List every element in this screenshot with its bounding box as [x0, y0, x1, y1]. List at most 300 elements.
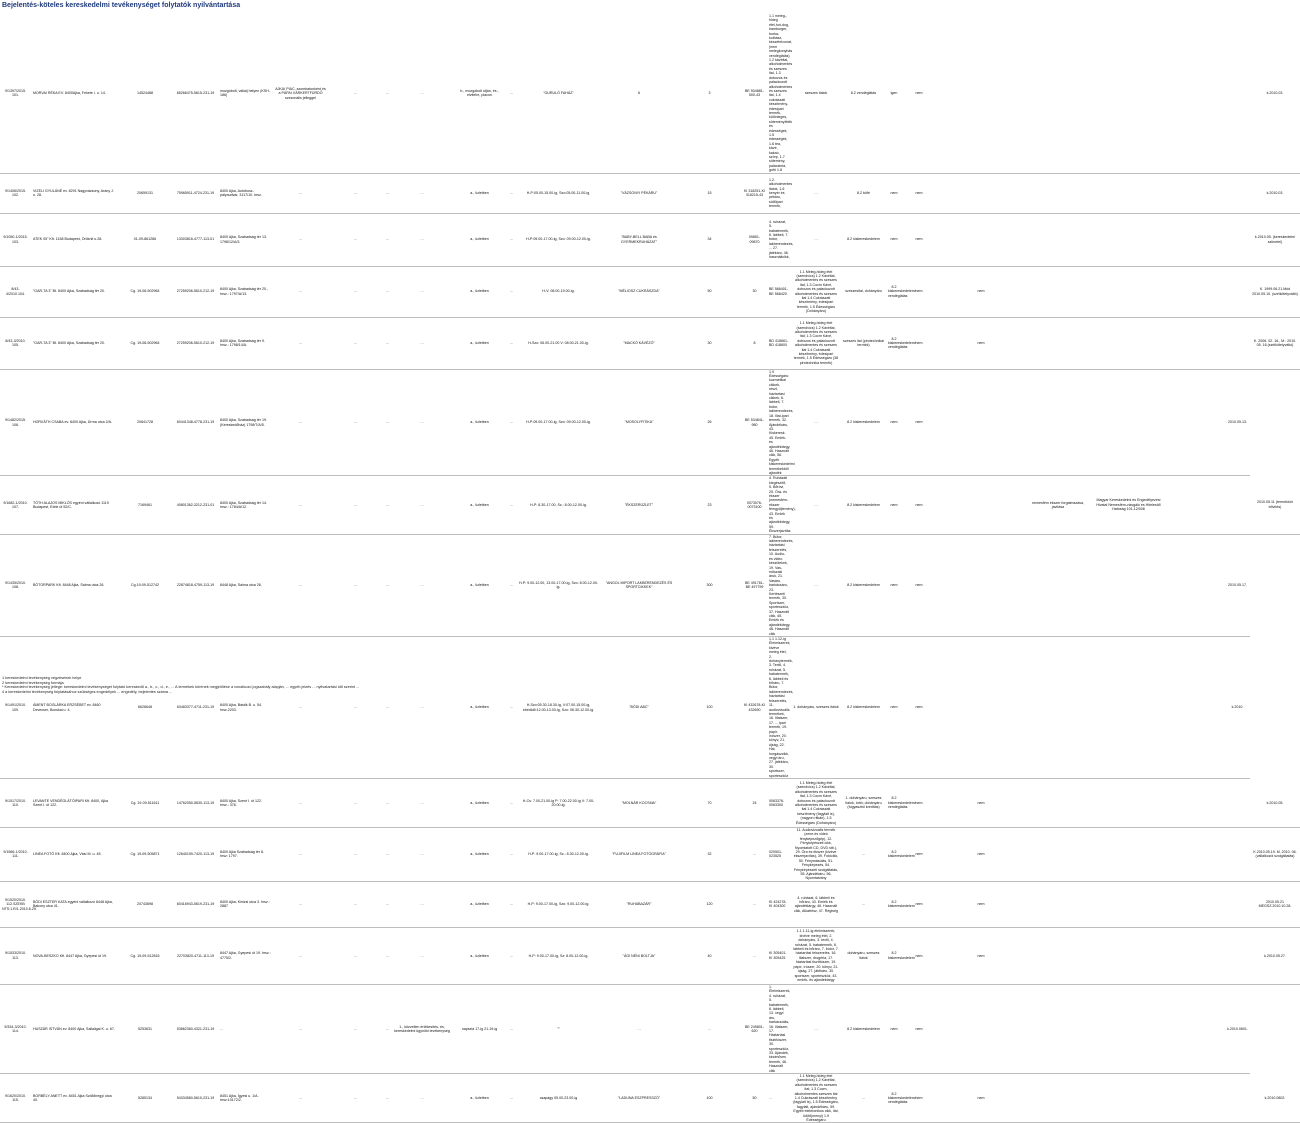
table-cell: …: [392, 14, 452, 173]
table-cell: …: [601, 984, 677, 1073]
table-cell: [1198, 881, 1225, 927]
table-cell: …: [328, 173, 383, 213]
table-row: [0, 927, 1300, 984]
table-cell: …: [328, 984, 383, 1073]
table-cell: NOVA-BESZKO Kft. 8447 Ajka, Gyepesi út 19.: [31, 927, 117, 984]
table-cell: …: [273, 1074, 328, 1123]
table-cell: 8/43-4/2010.104.: [0, 266, 31, 317]
table-cell: [936, 213, 1026, 266]
table-cell: 14762050-5630-113-19: [173, 779, 218, 828]
table-cell: …: [392, 266, 452, 317]
table-cell: nem: [936, 927, 1026, 984]
table-cell: [1090, 369, 1167, 476]
table-cell: …: [273, 828, 328, 882]
table-cell: 7. Bútor, lakberendezés, háztartási felszerelés, 10. Audio- és video készülékek, 19. Vas-műszaki áruk, 21. Vasáru, barkácsáru, 23. Kertészeti termék, 30. Sportszer, sporteszköz, 37. Használt cikk, 45. Emlék és ajándéktárgy, 46. Használt cikk: [769, 534, 794, 636]
table-cell: 1.1 Meleg-hideg étel (szendvics) 1.2 Kávéital, alkoholmentes és szeszes ital; 1.3 Cocm Kávé, dobozos és palackozott alkoholmentes és szeszes ital 1.4 Cukrászati készítmény (fagylalt is), (nagyon ritkán), 1.5 Édességáru (Dohányáru): [791, 779, 841, 828]
table-cell: [1225, 881, 1250, 927]
table-cell: 8/43-3/2010. 105.: [0, 317, 31, 369]
table-cell: 53862360-4321-231-19: [173, 984, 218, 1073]
table-cell: 14524488: [117, 14, 173, 173]
table-cell: mozgóbolt, vállalj helyen (KSH-186): [218, 14, 273, 173]
table-cell: …: [328, 534, 383, 636]
table-cell: [1090, 213, 1167, 266]
table-cell: …: [742, 927, 767, 984]
table-cell: 20743698: [117, 881, 173, 927]
table-row: [0, 637, 1300, 779]
table-cell: "MOLNÁR KOCSMA": [601, 779, 677, 828]
table-cell: H-Szo:05.30-18.30-ig, V:07.00-15.00-ig, ebédidő:12.00-13.00-ig, Szo: 06.30-12.00-ig.: [516, 637, 601, 779]
table-cell: nem: [902, 779, 936, 828]
table-cell: H-P: 9.00-17.00-ig, Sz: 8.00-12.00-ig.: [516, 927, 601, 984]
table-cell: nem: [902, 14, 936, 173]
table-cell: …: [392, 476, 452, 534]
table-cell: k.2010.03.: [1250, 173, 1300, 213]
table-cell: BE 504881-500-43: [742, 14, 767, 173]
table-cell: [1167, 881, 1198, 927]
table-cell: [1167, 173, 1198, 213]
table-cell: 7169461: [117, 476, 173, 534]
table-cell: 020501-023525: [767, 828, 791, 882]
registry-table: [0, 14, 1300, 1123]
table-cell: 8448 Ajka, Salma utca 26.: [218, 534, 273, 636]
table-cell: "GAR-TA 3" Bt. 8400 Ajka, Szabadság tér 20.: [31, 317, 117, 369]
table-cell: BORBÉLY ANETT ev. 8451 Ajka Szöllőnegyi utca 40.: [31, 1074, 117, 1123]
table-cell: …: [328, 476, 383, 534]
table-cell: 8451 Ajka, Ígyesi u. 1/A. hrsz:10172/2.: [218, 1074, 273, 1123]
table-cell: nem: [886, 534, 902, 636]
table-cell: [1090, 1074, 1167, 1123]
table-cell: nem: [886, 213, 902, 266]
table-cell: "MACKÓ KÁVÉZÓ": [601, 317, 677, 369]
table-cell: nem: [902, 173, 936, 213]
table-cell: a., üzletben: [452, 779, 507, 828]
table-cell: nem: [936, 1074, 1026, 1123]
table-cell: nem: [936, 828, 1026, 882]
table-cell: nem: [936, 266, 1026, 317]
table-cell: "RUHABAZÁR": [601, 881, 677, 927]
table-cell: [1026, 369, 1090, 476]
table-cell: …: [507, 1074, 516, 1123]
table-cell: "ANGOL IMPORT LAKBERENDEZÉS ÉS SPORTCIKKEK": [601, 534, 677, 636]
table-cell: MORVAI RÉKA EV. 8400Ajka, Fekete I. u. 14.: [31, 14, 117, 173]
table-cell: 9/1482/2015. 106.: [0, 369, 31, 476]
table-cell: …: [392, 927, 452, 984]
table-cell: k.2010.0802.: [1250, 1074, 1300, 1123]
table-cell: …: [791, 534, 841, 636]
table-cell: a., üzletben: [452, 213, 507, 266]
table-cell: 8: [742, 317, 767, 369]
table-cell: [1090, 984, 1167, 1073]
table-cell: …: [507, 927, 516, 984]
table-cell: …: [507, 779, 516, 828]
table-cell: szeszesital, dohányáru: [841, 266, 886, 317]
table-cell: szeszes ital (pirotechnikai termék): [841, 317, 886, 369]
table-row: [0, 1074, 1300, 1123]
table-cell: [1225, 14, 1250, 173]
table-cell: KI 318251-KI 318215-43: [742, 173, 767, 213]
table-cell: [1090, 14, 1167, 173]
table-cell: 22703820-4711-113-19: [173, 927, 218, 984]
table-cell: 1.2. alkoholmentes italok, 1.6 kenyér és pékáru, sütőipari termék,: [767, 173, 791, 213]
table-cell: 0063376-0063300: [767, 779, 791, 828]
table-cell: HORVÁTH CSABA ev. 8400 Ajka, Úrrna utca 2/A.: [31, 369, 117, 476]
table-cell: 9/1682-1/2010. 107.: [0, 476, 31, 534]
table-cell: …: [507, 476, 516, 534]
table-cell: k.2010.05.: [1250, 779, 1300, 828]
table-cell: 300: [677, 534, 742, 636]
table-cell: …: [273, 637, 328, 779]
table-cell: H-P: 9.00-17.00-ig, Sz.: 8.30-12.00-ig.: [516, 828, 601, 882]
table-cell: [1225, 476, 1250, 534]
table-cell: 8400 Ajka, Bástik B. u. 54. hrsz.2203.: [218, 637, 273, 779]
table-cell: [1198, 213, 1225, 266]
table-cell: [1225, 173, 1250, 213]
table-cell: k.2010.05.27.: [1250, 927, 1300, 984]
table-cell: 8400 Ajka Szabadság tér 8. hrsz: 1797.: [218, 828, 273, 882]
table-cell: 60441348-4778-231-19: [173, 369, 218, 476]
footnote: * Kereskedelmi tevékenység jellege: kereskedelmi tevékenységet folytató kereskedő a., b., c., d., e., ... A termékek körének megjelölése a vonatkozó jogszabály alapján, ... egyéb jelzés ... nyitvatartási idő szerint ...: [2, 685, 360, 689]
table-row: [0, 14, 1300, 173]
table-cell: H-P:09.00-17.00-ig, Szo: 09.00-12.00-ig.: [516, 213, 601, 266]
table-cell: nem: [886, 984, 902, 1073]
table-cell: 6: [601, 14, 677, 173]
table-cell: napszia 17-ig 21-19-ig: [452, 984, 507, 1073]
table-cell: [1225, 317, 1250, 369]
table-cell: [1090, 173, 1167, 213]
table-cell: Cg. 19-09-505871: [117, 828, 173, 882]
table-cell: nem: [886, 173, 902, 213]
table-cell: [1026, 828, 1090, 882]
table-cell: 1.9 Édességáru: kozmetikai cikkek, részt, háztartási cikkek, 6. lábbeli, 7. bútor, lakberendezés, 18. Illat-ipari termék, 32. Ajándékáru, 43. Kiskeresk. 45. Emlék-és ajándéktárgy, 46. Használt cikk, 56. Egyéb kiskereskedelmi termékekből ajándék: [769, 369, 795, 475]
table-cell: H-V: 08.00-19.00-ig.: [516, 266, 601, 317]
table-cell: …: [791, 476, 841, 534]
table-cell: …: [273, 984, 328, 1073]
table-cell: 11. Audiovizuális termék (zene-és videó fényképezőgép), 12. Fényképészeti cikk, Nyomtatott CD, DVD stb.), 29. Óra és ékszer (kivéve ékszerjavítás), 39. Fotócikk, 50. Fénymásolás, 51. Fényképezés, 54. Fényképészeti szolgáltatás, 55. Ajándékáru, 56. Nyomtatvány: [791, 828, 841, 882]
table-cell: a., üzletben: [452, 369, 507, 476]
table-cell: [1167, 476, 1198, 534]
table-row: [0, 534, 1300, 636]
table-cell: 15: [677, 173, 742, 213]
table-cell: …: [392, 173, 452, 213]
table-cell: k.2010.03.: [1250, 14, 1300, 173]
table-cell: 9/1050-1/2015. 103.: [0, 213, 31, 266]
table-cell: [936, 14, 1026, 173]
table-cell: Cg. 19-06-502964: [117, 317, 173, 369]
table-cell: [1090, 779, 1167, 828]
table-cell: "MOSOLYFITIKA": [601, 369, 677, 476]
table-cell: …: [507, 534, 516, 636]
table-cell: 26: [677, 369, 742, 476]
table-cell: 1., közvetlen értékesítés, és, kereskedelmi ügynöki tevékenység: [392, 984, 452, 1073]
table-cell: …: [273, 927, 328, 984]
table-cell: [1198, 173, 1225, 213]
table-cell: nem: [902, 266, 936, 317]
table-cell: 1.1 Meleg-hideg étel (szendvics) 1.2 Kávéital, alkoholmentes és szeszes ital; 1.3 Cocm, alkoholmentes szeszes ital 1.4 Cukrászati készítmény (fagylalt is), 1.5 Édességáru, fagylalt, ajándékáru, 59. Egyéb elektronikus cikk, ital, üdítő(menyi) 1.9 Édességáru: [791, 1074, 841, 1123]
table-cell: nem: [902, 828, 936, 882]
table-cell: [1167, 213, 1198, 266]
table-cell: 4. Ruházati kiegészítő, 5. Bőrövi, 25. Óra- és ékszer (nemesfém-ékszer fémgyűjtemény), 43. Emlék és ajándéktárgy, 59. Ékszerjavítás: [769, 476, 796, 534]
table-cell: KI 424278-KI 404300: [767, 881, 791, 927]
table-cell: 27259206-5610-212-19: [173, 317, 218, 369]
table-cell: a., üzletben: [452, 476, 507, 534]
table-cell: …: [791, 173, 841, 213]
table-cell: [1026, 14, 1090, 173]
table-cell: 2010.05.21 MEGSZ.2010.10.28.: [1250, 881, 1300, 927]
table-cell: 120: [677, 881, 742, 927]
page-title: Bejelentés-köteles kereskedelmi tevékenységet folytatók nyilvántartása: [2, 2, 241, 9]
table-cell: 30: [742, 266, 767, 317]
table-cell: …: [507, 881, 516, 927]
table-cell: [1167, 1074, 1198, 1123]
table-cell: 9/1520/2010. 112.SZEKB NTS:1.R/1.2010.6.29.: [0, 881, 31, 927]
table-cell: …: [841, 1074, 886, 1123]
table-cell: 8.2 kiskereskedelem: [886, 927, 902, 984]
table-cell: 9/1517/2010. 110.: [0, 779, 31, 828]
table-cell: nem: [936, 881, 1026, 927]
table-cell: 20659131: [117, 173, 173, 213]
table-cell: a., üzletben: [452, 637, 507, 779]
table-cell: K.2010.05.19. M. 2010. 06. (vállalkozói szolgáltatás): [1250, 828, 1300, 882]
table-cell: 8.2 kiskereskedelem: [841, 637, 886, 779]
table-cell: …: [392, 213, 452, 266]
table-cell: nem: [902, 881, 936, 927]
table-cell: 8400 Ajka, Szabadság tér 19. (Kereskedőház) 1798/7/A/5.: [218, 369, 273, 476]
table-cell: [1090, 534, 1167, 636]
table-cell: nem: [936, 779, 1026, 828]
table-cell: …: [677, 984, 742, 1073]
table-row: [0, 317, 1300, 369]
table-cell: [1026, 637, 1090, 779]
table-cell: a., üzletben: [452, 534, 507, 636]
table-cell: H-P: 8.30-17.00, Sz.: 8.00-12.00-ig.: [516, 476, 601, 534]
table-cell: "ÉKSZERÜZLET": [601, 476, 677, 534]
table-row: [0, 476, 1300, 534]
table-cell: BÓDI ESZTER KATA egyéni vállalkozó 8448 Ajka, Bakony utca 41.: [31, 881, 117, 927]
table-cell: 34: [677, 213, 742, 266]
table-cell: "ÁGI NÉNI BOLTJA": [601, 927, 677, 984]
table-cell: 65266475-5615-231-19: [173, 14, 218, 173]
table-cell: 8.2 vendéglátás: [841, 14, 886, 173]
table-cell: nem: [902, 984, 936, 1073]
table-cell: 70: [677, 779, 742, 828]
table-cell: 75965911-4724-231-19: [173, 173, 218, 213]
table-cell: TÓTH ALAJOS MIKLÓS egyéni vállalkozó 1119 Budapest, Etele út 52/C.: [31, 476, 117, 534]
table-cell: 20841728: [117, 369, 173, 476]
table-cell: …: [218, 984, 273, 1073]
table-cell: …: [742, 828, 767, 882]
table-cell: [1090, 637, 1167, 779]
table-cell: H-Cs: 7.00-21.00-ig P: 7.00-22.00-ig V: 7.00-20.00-ig.: [516, 779, 601, 828]
table-cell: …: [507, 14, 516, 173]
table-cell: 12640159-7420-113-19: [173, 828, 218, 882]
table-cell: …: [392, 369, 452, 476]
table-cell: "LADUNA ESZPRESSZÓ": [601, 1074, 677, 1123]
table-cell: KI 432678-KI 432690: [742, 637, 767, 779]
table-cell: …: [383, 881, 392, 927]
table-cell: 8.2 kiskereskedelem: [841, 213, 886, 266]
table-cell: …: [328, 927, 383, 984]
table-cell: …: [392, 1074, 452, 1123]
table-cell: "BABY-BELL BABA és GYERMEKRUHÁZAT": [601, 213, 677, 266]
footnote: 2 kereskedelmi tevékenység formája: [2, 680, 64, 685]
table-cell: [1167, 317, 1198, 369]
table-cell: …: [273, 476, 328, 534]
table-cell: 9/1566-1/2010. 111.: [0, 828, 31, 882]
table-cell: …: [383, 369, 392, 476]
table-cell: 22874818-4759-113-19: [173, 534, 218, 636]
table-cell: …: [767, 1074, 791, 1123]
table-cell: 30: [677, 317, 742, 369]
table-cell: [1198, 534, 1225, 636]
table-cell: 32: [677, 828, 742, 882]
table-cell: 100: [677, 1074, 742, 1123]
table-cell: [1026, 266, 1090, 317]
table-cell: 9/1491/2010. 109.: [0, 637, 31, 779]
table-cell: [1090, 927, 1167, 984]
table-cell: …: [383, 828, 392, 882]
table-cell: …: [273, 266, 328, 317]
table-row: [0, 828, 1300, 882]
table-cell: Magyar Kereskedelmi és Engedélyezési Hivatal Nemesfém-vizsgáló és Hitelesítő Hatóság 101-12/008: [1090, 476, 1167, 534]
table-cell: [1026, 534, 1090, 636]
table-cell: 0073076-0073100: [742, 476, 767, 534]
table-cell: "": [516, 984, 601, 1073]
table-cell: …: [273, 534, 328, 636]
table-cell: nem: [902, 369, 936, 476]
table-cell: 09851-09870: [742, 213, 767, 266]
table-cell: VIZELI GYULÁNÉ ev. 8291 Nagyvázsony, Arany J. u. 28.: [31, 173, 117, 213]
table-cell: [936, 476, 1026, 534]
table-cell: [936, 173, 1026, 213]
table-cell: 24: [742, 779, 767, 828]
table-cell: 9/1435/2010. 108.: [0, 534, 31, 636]
table-cell: 9/334-3/2010. 114.: [0, 984, 31, 1073]
table-cell: [1167, 637, 1198, 779]
table-cell: BE 534841-980: [742, 369, 767, 476]
table-cell: Cg.19-09-512742: [117, 534, 173, 636]
table-cell: …: [507, 317, 516, 369]
table-cell: 3: [677, 14, 742, 173]
footnotes: [2, 676, 957, 694]
table-cell: …: [392, 881, 452, 927]
table-cell: 40: [677, 927, 742, 984]
footnote: 4 a kereskedelmi tevékenység folytatásához szükséges engedélyek ... engedély, bejelentés száma ...: [2, 689, 173, 694]
table-cell: nem: [886, 369, 902, 476]
table-cell: 63483377-4711-231-19: [173, 637, 218, 779]
table-cell: a., üzletben: [452, 881, 507, 927]
table-cell: 2010.05.11 (termékkör bővítés): [1250, 476, 1300, 534]
table-cell: 50: [742, 1074, 767, 1123]
table-cell: …: [392, 828, 452, 882]
table-cell: [1225, 213, 1250, 266]
table-cell: [1026, 984, 1090, 1073]
table-cell: [936, 984, 1026, 1073]
table-cell: a., üzletben: [452, 1074, 507, 1123]
table-cell: [1198, 476, 1225, 534]
table-cell: 1.1 meleg-, hideg étel,hot-dog, hamburger, burka-kolbász, készételvonat, (nem melegkonyhás vendéglátás) 1.2 kávéital, alkoholmentes és szeszes ital, 1.3 dobozos és palackozott alkoholmentes és szeszes ital, 1.4 cukrászati készítmény-édesipari termék, különleges, süteményfélék és édességek, 1.5 édességek, 1.6 tea, kávé, kakaó, szörp, 1.7 sütemény, palacsinta, gofri 1.8: [769, 14, 793, 173]
table-cell: …: [507, 213, 516, 266]
table-cell: …: [791, 213, 841, 266]
table-cell: 8.2 kiskereskedelem/ vendéglátás: [886, 779, 902, 828]
table-cell: …: [507, 369, 516, 476]
table-cell: [1167, 779, 1198, 828]
table-cell: 9/1397/2015. 101.: [0, 14, 31, 173]
table-cell: 8400 Ajka, Autóbusz-pályaudvar, 3117/10. hrsz.: [218, 173, 273, 213]
table-cell: …: [383, 173, 392, 213]
table-cell: 5253631: [117, 984, 173, 1073]
table-cell: …: [507, 637, 516, 779]
table-cell: H-P: 9.00-17.00-ig, Szo: 9.00-12.00-ig.: [516, 881, 601, 927]
table-row: [0, 173, 1300, 213]
table-cell: …: [791, 984, 841, 1073]
table-cell: 5285134: [117, 1074, 173, 1123]
table-cell: "VÁZSONYI PÉKÁRU": [601, 173, 677, 213]
table-cell: 60416943-5619-231-19: [173, 881, 218, 927]
table-row: [0, 881, 1300, 927]
table-cell: K. 1999.06.21.Mód 2010.05.10. (szélkötelyváltó): [1250, 266, 1300, 317]
table-cell: nem: [902, 213, 936, 266]
table-cell: 8400 Ajka, Szent I. út 122. hrsz.: 376.: [218, 779, 273, 828]
table-cell: …: [383, 534, 392, 636]
table-cell: 1.1 1.11-ig élelmiszerek, kivéve meleg étel, 2. dohányáru, 3. textil, 4. ruházat, 5. babatermék, 6. lábbeli és bőráru, 7. bútor, 7. háztartási felszerelés, 16. Illatszer, drogéria, 17. háztartási tisztítószer, 19. papír, írószer, 20. könyv, 21. újság, 27. játékáru, 30. sportszer, sporteszköz, 43. emlék- és ajándéktárgy: [791, 927, 841, 984]
table-cell: dohányáru, szeszes italok: [841, 927, 886, 984]
table-cell: 9/1406/2015. 102.: [0, 173, 31, 213]
table-cell: …: [742, 881, 767, 927]
table-cell: 2010.05.17.: [1225, 534, 1250, 636]
table-cell: …: [841, 881, 886, 927]
table-cell: …: [383, 927, 392, 984]
table-cell: [1026, 173, 1090, 213]
table-cell: …: [507, 828, 516, 882]
table-row: [0, 779, 1300, 828]
table-cell: LEVANTE VENDÉGLÁTÓIPARI Kft. 8400, Ajka Szent I. út 122.: [31, 779, 117, 828]
table-cell: ATEK 05" Kft. 1158 Budapest, Öröknit u.28.: [31, 213, 117, 266]
table-cell: nem: [886, 476, 902, 534]
table-cell: [1225, 828, 1250, 882]
table-cell: [1026, 779, 1090, 828]
table-cell: [1167, 14, 1198, 173]
table-cell: BÓTORPARK Kft. 8448 Ajka, Salma utca 26.: [31, 534, 117, 636]
table-cell: [1198, 317, 1225, 369]
table-cell: 8400 Ajka, Kinizsi utca 3. hrsz.: 2887: [218, 881, 273, 927]
table-cell: LINEA FOTÓ Kft. 8400 Ajka, Vásí M. u. 45.: [31, 828, 117, 882]
table-cell: [1225, 927, 1250, 984]
table-cell: a., üzletben: [452, 173, 507, 213]
table-cell: [1090, 317, 1167, 369]
table-cell: csapágy 05.00-23.00-ig: [516, 1074, 601, 1123]
table-cell: [1225, 1074, 1250, 1123]
table-cell: H-P:09.00-17.00-ig, Szo: 09.00-12.00-ig.: [516, 369, 601, 476]
table-cell: …: [383, 779, 392, 828]
table-cell: [1198, 14, 1225, 173]
table-cell: 8400 Ajka, Szabadság tér 13. 1798/12/A/3.: [218, 213, 273, 266]
table-cell: 13303816-4777-113-01: [173, 213, 218, 266]
table-cell: …: [273, 779, 328, 828]
table-cell: 8.2 kiskereskedelem/ vendéglátás: [886, 317, 902, 369]
table-cell: [1198, 369, 1225, 476]
table-cell: 8.2 kiskereskedelem: [841, 984, 886, 1073]
table-cell: …: [328, 213, 383, 266]
table-cell: "BÓDI ABC": [601, 637, 677, 779]
table-cell: …: [392, 317, 452, 369]
table-cell: …: [383, 317, 392, 369]
table-cell: …: [328, 369, 383, 476]
table-cell: [1167, 927, 1198, 984]
table-cell: 4. ruházat, 6. lábbeli és bőráru, 43. Emlék és ajándéktárgy, 46. Használt cikk, Alkatrész, 47. Régiség: [791, 881, 841, 927]
table-cell: k.2010.0601.: [1225, 984, 1250, 1073]
table-cell: "GURULÓ FAHÁZ": [516, 14, 601, 173]
table-cell: [1198, 266, 1225, 317]
